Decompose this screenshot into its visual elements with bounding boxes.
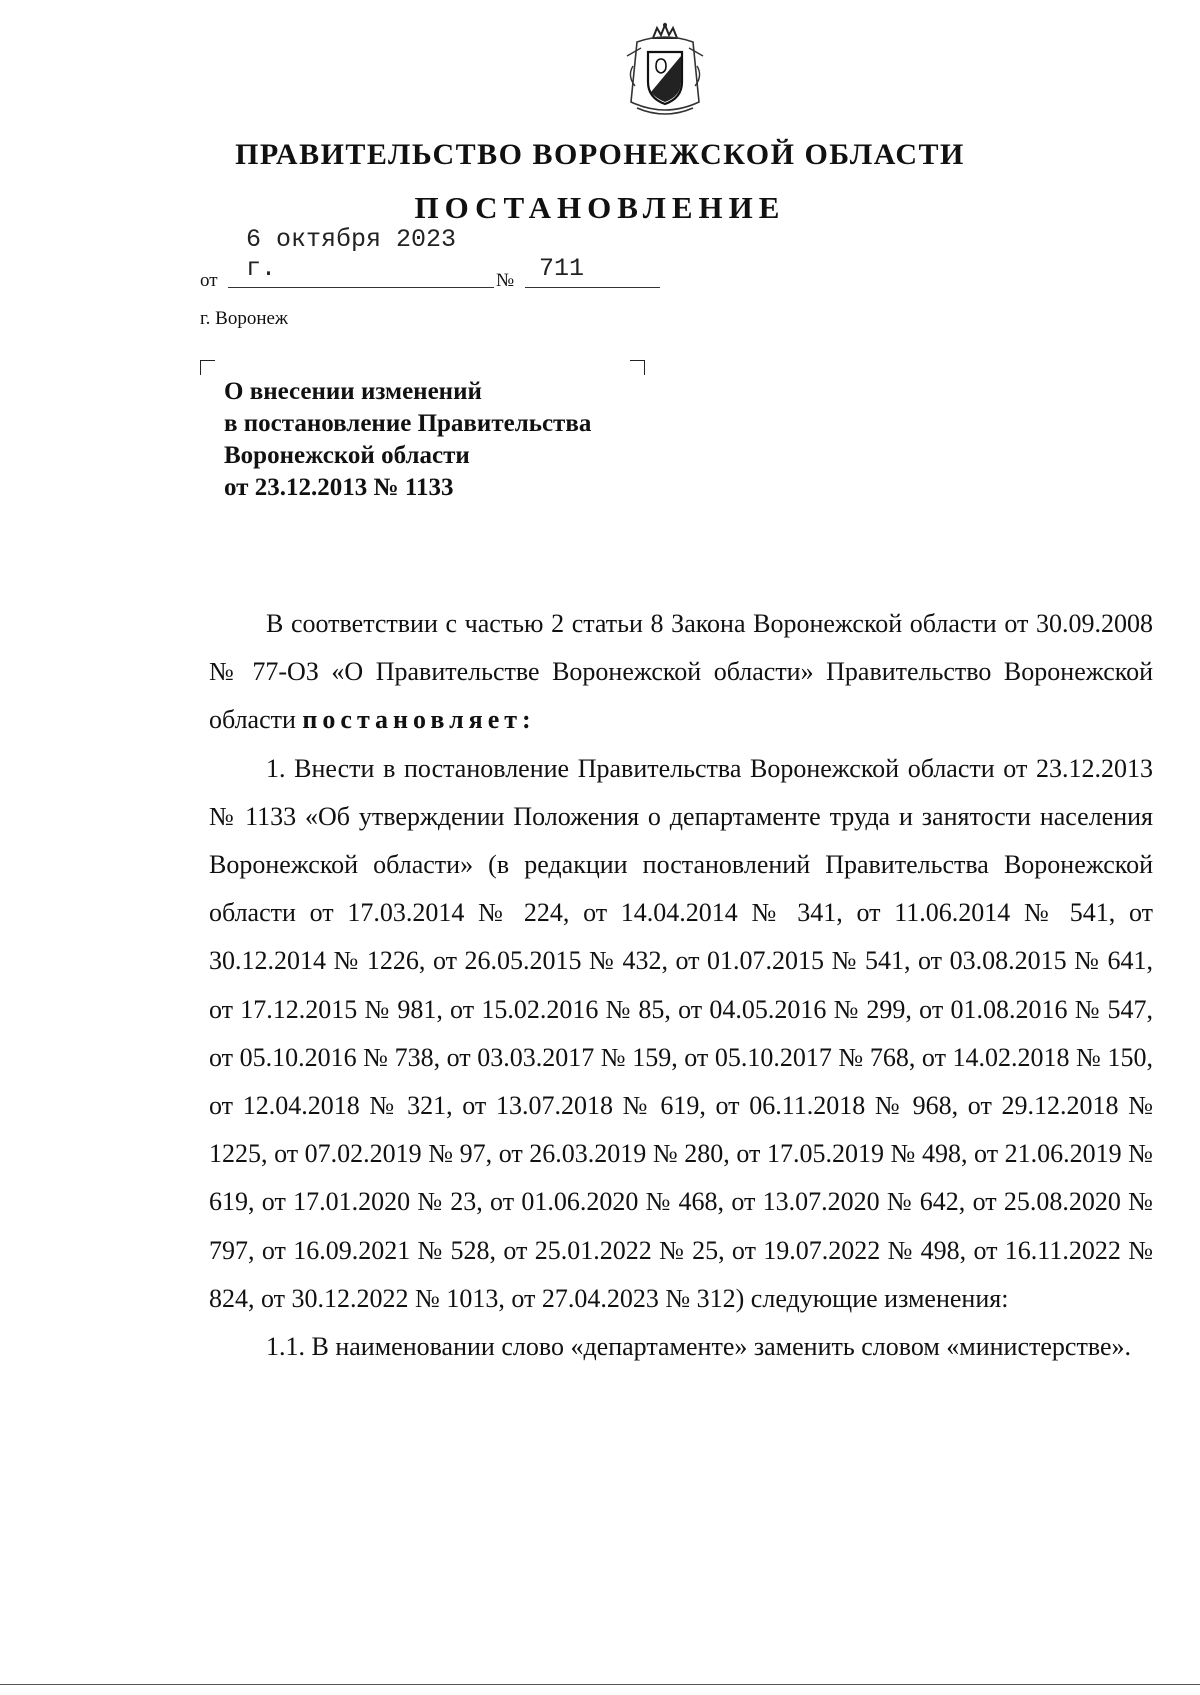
subject-line: О внесении изменений bbox=[224, 378, 482, 405]
date-number-line bbox=[200, 225, 680, 292]
bottom-divider bbox=[0, 1684, 1200, 1685]
number-label: № bbox=[496, 270, 515, 291]
number-field bbox=[525, 254, 660, 288]
corner-bracket-right bbox=[630, 360, 645, 375]
resolves-word: постановляет: bbox=[302, 705, 536, 735]
corner-bracket-left bbox=[200, 360, 215, 375]
date-field bbox=[228, 225, 494, 288]
paragraph-preamble bbox=[209, 600, 1153, 745]
subject-line: Воронежской области bbox=[224, 442, 470, 469]
date-value: 6 октября 2023 г. bbox=[246, 225, 457, 283]
subject-line: от 23.12.2013 № 1133 bbox=[224, 474, 454, 501]
ot-label: от bbox=[200, 270, 218, 291]
subject-heading bbox=[224, 376, 591, 504]
number-value: 711 bbox=[539, 254, 585, 283]
document-type-title: ПОСТАНОВЛЕНИЕ bbox=[414, 190, 786, 225]
government-title: ПРАВИТЕЛЬСТВО ВОРОНЕЖСКОЙ ОБЛАСТИ bbox=[235, 138, 965, 171]
paragraph-item-1: 1. Внести в постановление Правительства Воронежской области от 23.12.2013 № 1133 «Об утверждении Положения о департаменте труда и занятости населения Воронежской области» (в редакции постановлений Правительства Воронежской области от 17.03.2014 № 224, от 14.04.2014 № 341, от 11.06.2014 № 541, от 30.12.2014 № 1226, от 26.05.2015 № 432, от 01.07.2015 № 541, от 03.08.2015 № 641, от 17.12.2015 № 981, от 15.02.2016 № 85, от 04.05.2016 № 299, от 01.08.2016 № 547, от 05.10.2016 № 738, от 03.03.2017 № 159, от 05.10.2017 № 768, от 14.02.2018 № 150, от 12.04.2018 № 321, от 13.07.2018 № 619, от 06.11.2018 № 968, от 29.12.2018 № 1225, от 07.02.2019 № 97, от 26.03.2019 № 280, от 17.05.2019 № 498, от 21.06.2019 № 619, от 17.01.2020 № 23, от 01.06.2020 № 468, от 13.07.2020 № 642, от 25.08.2020 № 797, от 16.09.2021 № 528, от 25.01.2022 № 25, от 19.07.2022 № 498, от 16.11.2022 № 824, от 30.12.2022 № 1013, от 27.04.2023 № 312) следующие изменения: bbox=[209, 753, 1153, 1313]
preamble-text: В соответствии с частью 2 статьи 8 Закона Воронежской области от 30.09.2008 № 77-ОЗ «О Правительстве Воронежской области» Правительство Воронежской области bbox=[209, 609, 1153, 735]
subject-line: в постановление Правительства bbox=[224, 410, 592, 437]
city-label: г. Воронеж bbox=[200, 308, 289, 329]
document-body bbox=[209, 600, 1153, 1371]
paragraph-item-1-1: 1.1. В наименовании слово «департаменте» заменить словом «министерстве». bbox=[266, 1332, 1131, 1362]
voronezh-coat-of-arms-icon bbox=[615, 22, 715, 122]
